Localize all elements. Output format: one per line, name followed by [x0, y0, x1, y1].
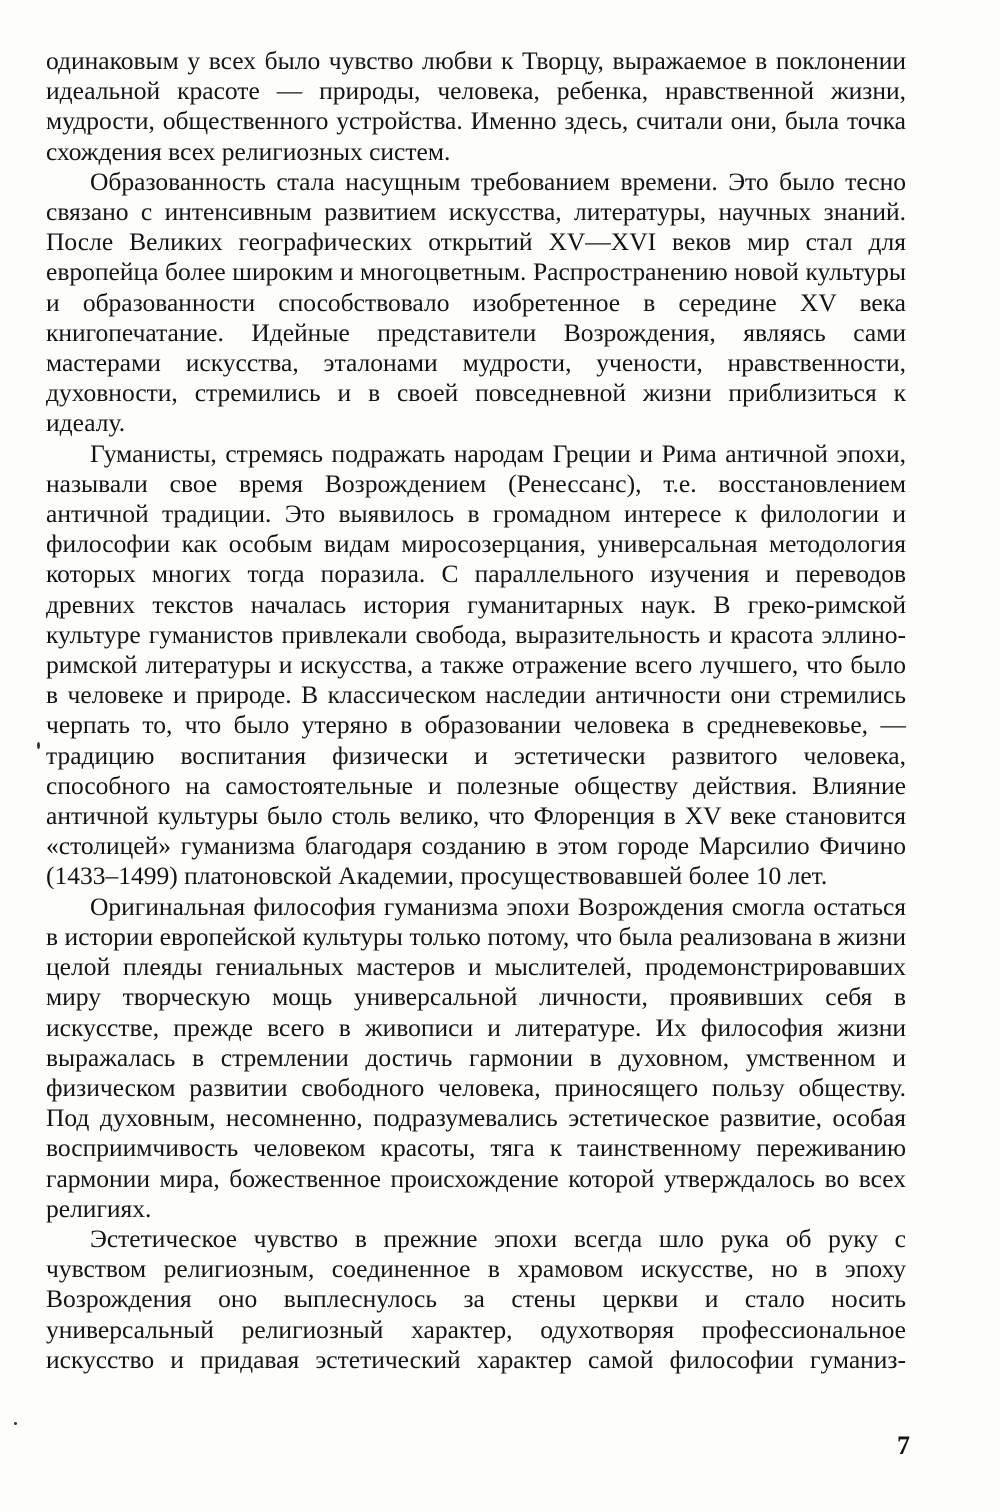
- body-text: [46, 46, 906, 1375]
- page-number: 7: [897, 1431, 910, 1460]
- paragraph-4: Оригинальная философия гуманизма эпохи Возрождения смогла остаться в истории европейской культуры только потому, что была реализована в жизни целой плеяды гениальных мастеров и мыслителей, продемонстрировавших миру творческую мощь универсальной личности, проявивших себя в искусстве, прежде всего в живописи и литературе. Их философия жизни выражалась в стремлении достичь гармонии в духовном, умственном и физическом развитии свободного человека, приносящего пользу обществу. Под духовным, несомненно, подразумевались эстетическое развитие, особая восприимчивость человеком красоты, тяга к таинственному переживанию гармонии мира, божественное происхождение которой утверждалось во всех религиях.: [46, 891, 906, 1223]
- paragraph-3: Гуманисты, стремясь подражать народам Греции и Рима античной эпохи, называли свое время Возрождением (Ренессанс), т.е. восстановлением античной традиции. Это выявилось в громадном интересе к филологии и философии как особым видам миросозерцания, универсальная методология которых многих тогда поразила. С параллельного изучения и переводов древних текстов началась история гуманитарных наук. В греко-римской культуре гуманистов привлекали свобода, выразительность и красота эллино-римской литературы и искусства, а также отражение всего лучшего, что было в человеке и природе. В классическом наследии античности они стремились черпать то, что было утеряно в образовании человека в средневековье, — традицию воспитания физически и эстетически развитого человека, способного на самостоятельные и полезные обществу действия. Влияние античной культуры было столь велико, что Флоренция в XV веке становится «столицей» гуманизма благодаря созданию в этом городе Марсилио Фичино (1433–1499) платоновской Академии, просуществовавшей более 10 лет.: [46, 438, 906, 891]
- scan-speck: [14, 1422, 17, 1425]
- paragraph-5: Эстетическое чувство в прежние эпохи всегда шло рука об руку с чувством религиозным, соединенное в храмовом искусстве, но в эпоху Возрождения оно выплеснулось за стены церкви и стало носить универсальный религиозный характер, одухотворяя профессиональное искусство и придавая эстетический характер самой философии гуманиз-: [46, 1223, 906, 1374]
- paragraph-2: Образованность стала насущным требованием времени. Это было тесно связано с интенсивным развитием искусства, литературы, научных знаний. После Великих географических открытий XV—XVI веков мир стал для европейца более широким и многоцветным. Распространению новой культуры и образованности способствовало изобретенное в середине XV века книгопечатание. Идейные представители Возрождения, являясь сами мастерами искусства, эталонами мудрости, учености, нравственности, духовности, стремились и в своей повседневной жизни приблизиться к идеалу.: [46, 166, 906, 438]
- scan-speck: [37, 742, 40, 749]
- paragraph-1: одинаковым у всех было чувство любви к Творцу, выражаемое в поклонении идеальной красоте — природы, человека, ребенка, нравственной жизни, мудрости, общественного устройства. Именно здесь, считали они, была точка схождения всех религиозных систем.: [46, 46, 906, 166]
